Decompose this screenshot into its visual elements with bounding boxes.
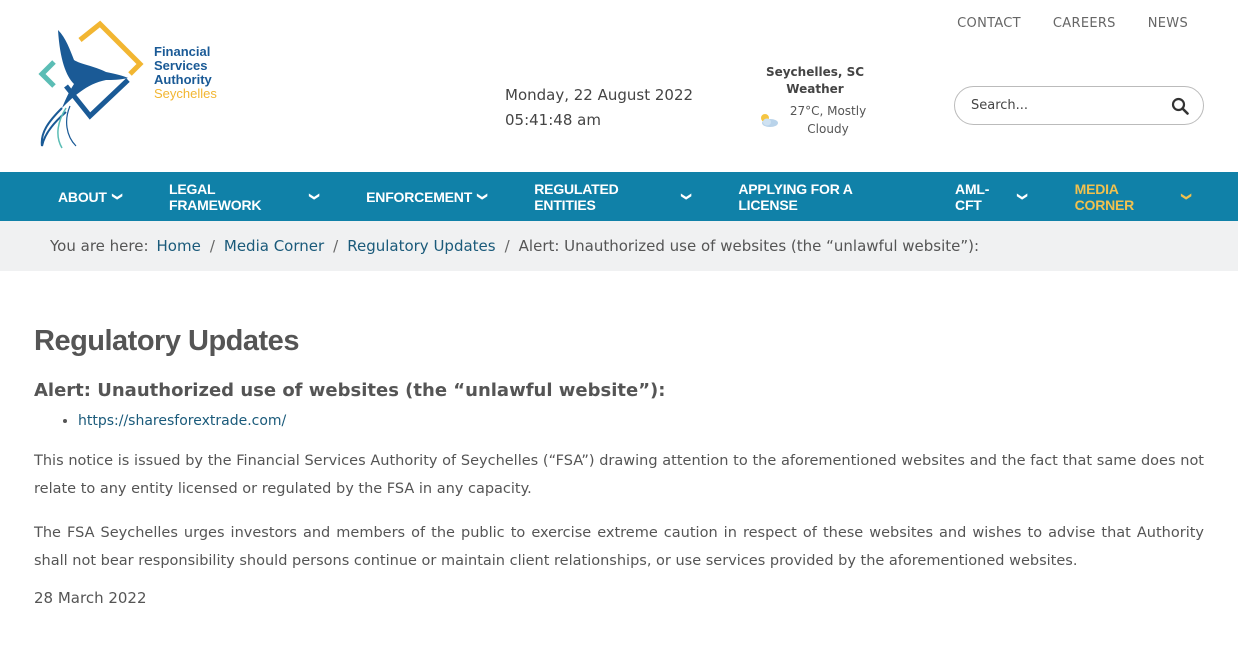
nav-label: ABOUT bbox=[58, 188, 107, 205]
list-item bbox=[78, 413, 1204, 429]
breadcrumb-current: Alert: Unauthorized use of websites (the “unlawful website”): bbox=[518, 237, 980, 255]
chevron-down-icon: ❯ bbox=[1017, 192, 1029, 201]
nav-aml-cft[interactable] bbox=[955, 181, 1027, 213]
breadcrumb-label: You are here: bbox=[50, 237, 149, 255]
logo-line: Services bbox=[154, 58, 208, 73]
chevron-down-icon: ❯ bbox=[680, 192, 692, 201]
website-list bbox=[34, 413, 1204, 429]
logo-line: Financial bbox=[154, 44, 211, 59]
top-link-careers[interactable]: CAREERS bbox=[1052, 16, 1116, 31]
top-links bbox=[957, 16, 1188, 31]
nav-label: ENFORCEMENT bbox=[366, 188, 473, 205]
breadcrumb-media-corner[interactable]: Media Corner bbox=[223, 237, 325, 255]
logo-text bbox=[154, 45, 217, 101]
breadcrumb-home[interactable]: Home bbox=[156, 237, 201, 255]
breadcrumb-separator: / bbox=[504, 237, 510, 255]
notice-paragraph: This notice is issued by the Financial Services Authority of Seychelles (“FSA”) drawing attention to the aforementioned websites and the fact that same does not relate to any entity licensed or regulated by the FSA in any capacity. bbox=[34, 453, 1204, 497]
nav-media-corner[interactable] bbox=[1075, 181, 1190, 213]
top-link-contact[interactable]: CONTACT bbox=[957, 16, 1021, 31]
nav-label: APPLYING FOR A LICENSE bbox=[738, 180, 853, 213]
publish-date: 28 March 2022 bbox=[34, 589, 147, 607]
search-input[interactable] bbox=[969, 97, 1171, 114]
search-box bbox=[954, 86, 1204, 125]
chevron-down-icon: ❯ bbox=[111, 192, 123, 201]
page-title: Regulatory Updates bbox=[34, 325, 299, 357]
breadcrumb-separator: / bbox=[333, 237, 339, 255]
current-date: Monday, 22 August 2022 bbox=[505, 86, 694, 104]
weather-condition: 27°C, Mostly Cloudy bbox=[789, 104, 867, 136]
nav-applying-for-license[interactable] bbox=[738, 181, 907, 213]
nav-regulated-entities[interactable] bbox=[534, 181, 690, 213]
fsa-logo[interactable] bbox=[36, 20, 236, 152]
main-navigation bbox=[0, 172, 1238, 221]
partly-cloudy-icon bbox=[757, 112, 779, 128]
nav-label: REGULATED ENTITIES bbox=[534, 180, 619, 213]
chevron-down-icon: ❯ bbox=[1180, 192, 1192, 201]
breadcrumb-regulatory-updates[interactable]: Regulatory Updates bbox=[347, 237, 496, 255]
date-time bbox=[505, 83, 693, 133]
caution-paragraph: The FSA Seychelles urges investors and members of the public to exercise extreme caution in respect of these websites and wishes to advise that Authority shall not bear responsibility should persons continue or maintain client relationships, or use services provided by the aforementioned websites. bbox=[34, 525, 1204, 569]
website-link[interactable]: https://sharesforextrade.com/ bbox=[78, 413, 287, 429]
logo-line: Seychelles bbox=[154, 86, 217, 101]
top-link-news[interactable]: NEWS bbox=[1147, 16, 1188, 31]
alert-title: Alert: Unauthorized use of websites (the “unlawful website”): bbox=[34, 380, 666, 401]
logo-line: Authority bbox=[154, 72, 212, 87]
breadcrumb-separator: / bbox=[209, 237, 215, 255]
nav-label: LEGAL FRAMEWORK bbox=[168, 180, 262, 213]
nav-enforcement[interactable] bbox=[366, 189, 486, 205]
current-time: 05:41:48 am bbox=[505, 111, 601, 129]
nav-about[interactable] bbox=[58, 189, 121, 205]
nav-legal-framework[interactable] bbox=[169, 181, 318, 213]
site-header bbox=[0, 0, 1238, 172]
weather-widget bbox=[740, 64, 890, 138]
breadcrumb bbox=[0, 221, 1238, 271]
chevron-down-icon: ❯ bbox=[308, 192, 320, 201]
main-content bbox=[34, 272, 1204, 607]
nav-label: AML-CFT bbox=[955, 180, 990, 213]
chevron-down-icon: ❯ bbox=[476, 192, 488, 201]
weather-location: Seychelles, SC Weather bbox=[765, 65, 865, 96]
nav-label: MEDIA CORNER bbox=[1074, 180, 1135, 213]
search-icon[interactable] bbox=[1171, 97, 1189, 115]
